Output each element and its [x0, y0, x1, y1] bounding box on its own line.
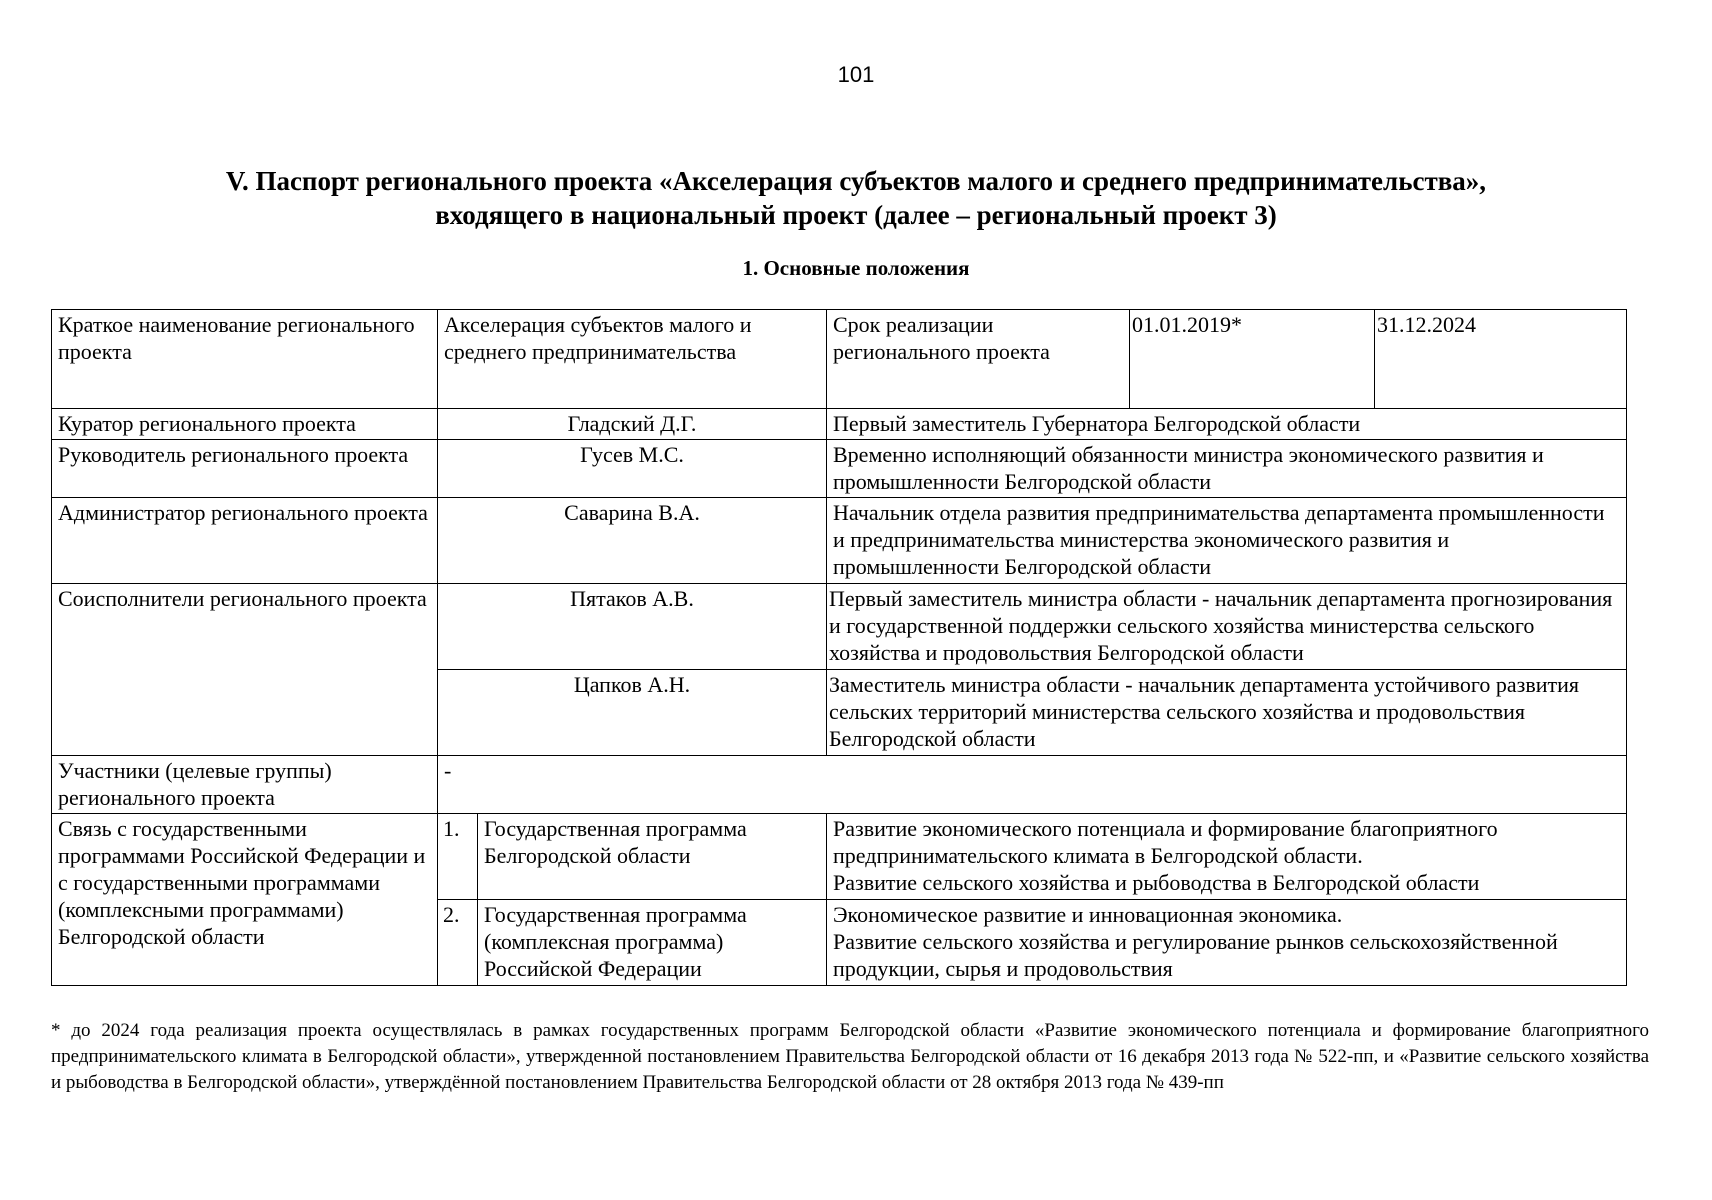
administrator-label: Администратор регионального проекта — [52, 498, 438, 584]
period-label: Срок реализации регионального проекта — [827, 310, 1130, 409]
table-row-coexecutor-1 — [52, 584, 1627, 670]
table-row-head — [52, 440, 1627, 498]
program-1-number: 1. — [438, 814, 478, 900]
short-name-label: Краткое наименование регионального проекта — [52, 310, 438, 409]
curator-name: Гладский Д.Г. — [438, 409, 827, 440]
participants-value: - — [438, 756, 1627, 814]
short-name-value: Акселерация субъектов малого и среднего предпринимательства — [438, 310, 827, 409]
project-passport-table — [51, 309, 1627, 986]
program-2-name: Государственная программа (комплексная программа) Российской Федерации — [478, 900, 827, 986]
section-title: 1. Основные положения — [742, 256, 970, 280]
administrator-name: Саварина В.А. — [438, 498, 827, 584]
administrator-position: Начальник отдела развития предпринимательства департамента промышленности и предпринимательства министерства экономического развития и промышленности Белгородской области — [827, 498, 1627, 584]
head-position: Временно исполняющий обязанности министра экономического развития и промышленности Белгородской области — [827, 440, 1627, 498]
program-1-name: Государственная программа Белгородской области — [478, 814, 827, 900]
participants-label: Участники (целевые группы) регионального проекта — [52, 756, 438, 814]
program-1-description-line-2: Развитие сельского хозяйства и рыбоводства в Белгородской области — [833, 870, 1480, 895]
page-title — [0, 164, 1712, 232]
coexecutor-2-name: Цапков А.Н. — [438, 670, 827, 756]
page-title-line-2: входящего в национальный проект (далее – региональный проект 3) — [435, 200, 1277, 230]
program-2-description-line-1: Экономическое развитие и инновационная экономика. — [833, 902, 1343, 927]
program-2-description-line-2: Развитие сельского хозяйства и регулирование рынков сельскохозяйственной продукции, сырья и продовольствия — [833, 929, 1558, 981]
program-1-description — [827, 814, 1627, 900]
program-1-description-line-1: Развитие экономического потенциала и формирование благоприятного предпринимательского климата в Белгородской области. — [833, 816, 1498, 868]
footnote: * до 2024 года реализация проекта осуществлялась в рамках государственных программ Белгородской области «Развитие экономического потенциала и формирование благоприятного предпринимательского климата в Белгородской области», утвержденной постановлением Правительства Белгородской области от 16 декабря 2013 года № 522-пп, и «Развитие сельского хозяйства и рыбоводства в Белгородской области», утверждённой постановлением Правительства Белгородской области от 28 октября 2013 года № 439-пп — [51, 1020, 1649, 1093]
coexecutor-2-position: Заместитель министра области - начальник департамента устойчивого развития сельских территорий министерства сельского хозяйства и продовольствия Белгородской области — [827, 670, 1627, 756]
table-row-program-1 — [52, 814, 1627, 900]
page-number: 101 — [837, 62, 875, 87]
page-title-line-1: V. Паспорт регионального проекта «Акселерация субъектов малого и среднего предпринимательства», — [225, 166, 1487, 196]
table-row-curator — [52, 409, 1627, 440]
coexecutors-label: Соисполнители регионального проекта — [52, 584, 438, 756]
head-label: Руководитель регионального проекта — [52, 440, 438, 498]
table-row-participants — [52, 756, 1627, 814]
coexecutor-1-position: Первый заместитель министра области - начальник департамента прогнозирования и государственной поддержки сельского хозяйства министерства сельского хозяйства и продовольствия Белгородской области — [827, 584, 1627, 670]
table-row-short-name — [52, 310, 1627, 409]
period-end: 31.12.2024 — [1375, 310, 1627, 409]
program-2-description — [827, 900, 1627, 986]
period-start: 01.01.2019* — [1130, 310, 1375, 409]
head-name: Гусев М.С. — [438, 440, 827, 498]
curator-position: Первый заместитель Губернатора Белгородской области — [827, 409, 1627, 440]
curator-label: Куратор регионального проекта — [52, 409, 438, 440]
program-2-number: 2. — [438, 900, 478, 986]
coexecutor-1-name: Пятаков А.В. — [438, 584, 827, 670]
programs-label: Связь с государственными программами Российской Федерации и с государственными программами (комплексными программами) Белгородской области — [52, 814, 438, 986]
table-row-administrator — [52, 498, 1627, 584]
